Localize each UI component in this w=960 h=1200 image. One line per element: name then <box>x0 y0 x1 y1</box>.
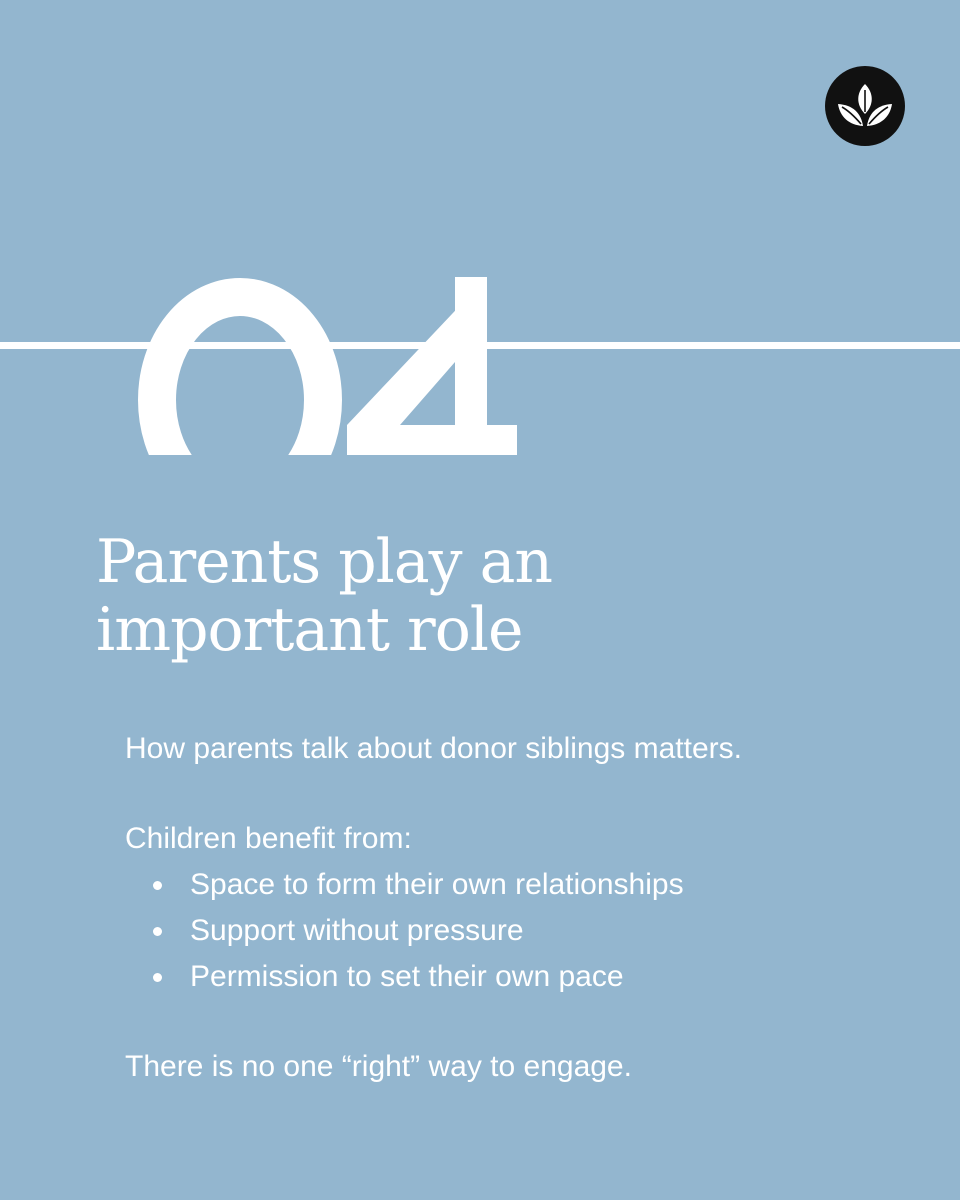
benefits-list <box>125 862 905 1000</box>
page-title <box>96 528 876 664</box>
list-title: Children benefit from: <box>125 822 412 855</box>
list-item-text: Permission to set their own pace <box>190 960 624 993</box>
bullet-icon <box>153 927 162 936</box>
list-item <box>125 908 905 954</box>
bullet-icon <box>153 881 162 890</box>
list-item <box>125 954 905 1000</box>
body-content <box>125 726 905 1090</box>
closing-text: There is no one “right” way to engage. <box>125 1050 632 1083</box>
title-line-2: important role <box>96 595 523 665</box>
hero-number <box>0 0 960 480</box>
bullet-icon <box>153 973 162 982</box>
list-item-text: Support without pressure <box>190 914 524 947</box>
list-item-text: Space to form their own relationships <box>190 868 684 901</box>
list-item <box>125 862 905 908</box>
title-line-1: Parents play an <box>96 527 553 597</box>
intro-text: How parents talk about donor siblings matters. <box>125 732 742 765</box>
